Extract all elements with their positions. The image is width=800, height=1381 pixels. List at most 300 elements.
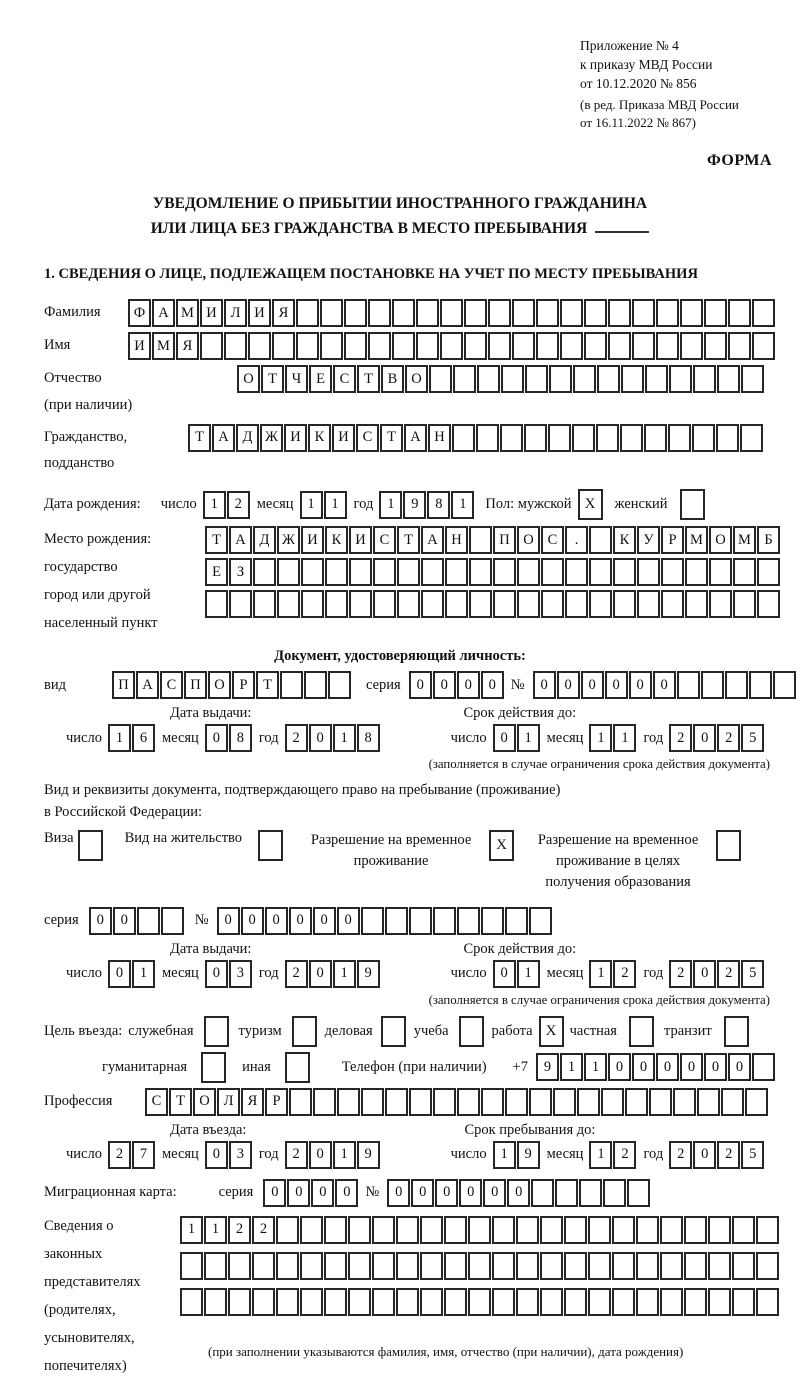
cell[interactable] [732,1288,755,1316]
cell[interactable] [313,1088,336,1116]
cell[interactable]: 1 [333,960,356,988]
cell[interactable]: 2 [108,1141,131,1169]
cell[interactable] [444,1216,467,1244]
cell[interactable]: 8 [357,724,380,752]
cell[interactable]: И [248,299,271,327]
cell[interactable] [348,1252,371,1280]
cell[interactable] [433,1088,456,1116]
cell[interactable] [457,1088,480,1116]
cell[interactable]: М [733,526,756,554]
cell[interactable]: 1 [589,960,612,988]
cell[interactable] [577,1088,600,1116]
cell[interactable]: 1 [108,724,131,752]
cell[interactable]: 2 [285,1141,308,1169]
cell[interactable]: 0 [205,960,228,988]
cell[interactable]: 0 [693,724,716,752]
permit-issue-month-cells[interactable] [205,960,253,988]
cell[interactable] [392,299,415,327]
cell[interactable] [137,907,160,935]
cell[interactable] [637,558,660,586]
cell[interactable]: 0 [581,671,604,699]
cell[interactable]: 6 [132,724,155,752]
cell[interactable]: 2 [227,491,250,519]
purpose-inaya-checkbox[interactable] [285,1052,310,1083]
cell[interactable] [409,907,432,935]
cell[interactable] [440,332,463,360]
cell[interactable] [684,1288,707,1316]
cell[interactable]: У [637,526,660,554]
cell[interactable] [579,1179,602,1207]
purpose-sluzhebnaya-checkbox[interactable] [204,1016,229,1047]
doc-valid-day-cells[interactable] [493,724,541,752]
cell[interactable] [773,671,796,699]
cell[interactable]: Я [241,1088,264,1116]
cell[interactable]: Ф [128,299,151,327]
permit-valid-year-cells[interactable] [669,960,765,988]
cell[interactable]: 0 [493,724,516,752]
cell[interactable]: А [152,299,175,327]
cell[interactable] [732,1216,755,1244]
cell[interactable]: 0 [533,671,556,699]
cell[interactable]: 1 [379,491,402,519]
cell[interactable] [416,299,439,327]
cell[interactable]: 3 [229,960,252,988]
cell[interactable]: 0 [481,671,504,699]
cell[interactable] [296,332,319,360]
cell[interactable] [680,299,703,327]
cell[interactable]: 8 [427,491,450,519]
cell[interactable] [300,1288,323,1316]
stay-month-cells[interactable] [589,1141,637,1169]
doc-issue-month-cells[interactable] [205,724,253,752]
cell[interactable] [200,332,223,360]
cell[interactable]: 0 [605,671,628,699]
cell[interactable] [325,558,348,586]
cell[interactable] [228,1252,251,1280]
cell[interactable]: Т [397,526,420,554]
doc-number-cells[interactable] [533,671,797,699]
cell[interactable]: Д [253,526,276,554]
cell[interactable] [673,1088,696,1116]
cell[interactable]: О [193,1088,216,1116]
cell[interactable] [565,558,588,586]
cell[interactable]: Л [224,299,247,327]
cell[interactable] [669,365,692,393]
cell[interactable] [716,424,739,452]
cell[interactable] [540,1216,563,1244]
cell[interactable] [685,590,708,618]
representatives-cells-row3[interactable] [180,1288,780,1316]
cell[interactable]: Т [169,1088,192,1116]
cell[interactable] [477,365,500,393]
sex-female-checkbox[interactable] [680,489,705,520]
cell[interactable] [733,558,756,586]
cell[interactable]: 1 [180,1216,203,1244]
cell[interactable]: 2 [717,1141,740,1169]
cell[interactable]: 0 [313,907,336,935]
cell[interactable]: Я [272,299,295,327]
migration-series-cells[interactable] [263,1179,359,1207]
temp-permit-edu-checkbox[interactable] [716,830,741,861]
cell[interactable]: 0 [309,1141,332,1169]
cell[interactable] [589,558,612,586]
cell[interactable]: 0 [89,907,112,935]
cell[interactable]: А [404,424,427,452]
cell[interactable]: 0 [704,1053,727,1081]
cell[interactable] [397,590,420,618]
migration-number-cells[interactable] [387,1179,651,1207]
cell[interactable] [468,1288,491,1316]
cell[interactable] [468,1216,491,1244]
cell[interactable] [301,558,324,586]
cell[interactable]: 9 [357,1141,380,1169]
purpose-turizm-checkbox[interactable] [292,1016,317,1047]
cell[interactable] [637,590,660,618]
cell[interactable]: 2 [285,724,308,752]
entry-day-cells[interactable] [108,1141,156,1169]
cell[interactable] [481,907,504,935]
cell[interactable] [396,1216,419,1244]
cell[interactable] [625,1088,648,1116]
cell[interactable]: М [152,332,175,360]
cell[interactable] [397,558,420,586]
cell[interactable] [337,1088,360,1116]
cell[interactable] [445,558,468,586]
birth-day-cells[interactable] [203,491,251,519]
cell[interactable] [693,365,716,393]
cell[interactable] [536,332,559,360]
cell[interactable]: Т [380,424,403,452]
cell[interactable]: 5 [741,724,764,752]
purpose-chastnaya-checkbox[interactable] [629,1016,654,1047]
cell[interactable] [612,1252,635,1280]
cell[interactable] [229,590,252,618]
cell[interactable] [280,671,303,699]
cell[interactable] [660,1216,683,1244]
cell[interactable] [488,299,511,327]
cell[interactable] [304,671,327,699]
cell[interactable] [324,1288,347,1316]
cell[interactable] [252,1252,275,1280]
visa-checkbox[interactable] [78,830,103,861]
cell[interactable]: Т [188,424,211,452]
cell[interactable]: Н [428,424,451,452]
cell[interactable] [745,1088,768,1116]
cell[interactable] [636,1216,659,1244]
permit-number-cells[interactable] [217,907,553,935]
cell[interactable] [325,590,348,618]
cell[interactable]: . [565,526,588,554]
cell[interactable]: К [325,526,348,554]
cell[interactable] [492,1252,515,1280]
cell[interactable]: 1 [613,724,636,752]
cell[interactable]: 2 [669,1141,692,1169]
cell[interactable]: 1 [584,1053,607,1081]
cell[interactable] [296,299,319,327]
profession-cells[interactable] [145,1088,769,1116]
cell[interactable] [440,299,463,327]
cell[interactable] [684,1216,707,1244]
cell[interactable] [560,299,583,327]
cell[interactable]: С [333,365,356,393]
cell[interactable]: 7 [132,1141,155,1169]
cell[interactable]: 0 [693,960,716,988]
purpose-delovaya-checkbox[interactable] [381,1016,406,1047]
cell[interactable] [469,526,492,554]
cell[interactable] [756,1288,779,1316]
cell[interactable] [612,1216,635,1244]
cell[interactable] [464,299,487,327]
cell[interactable]: 1 [324,491,347,519]
cell[interactable]: 1 [204,1216,227,1244]
cell[interactable]: А [421,526,444,554]
cell[interactable] [276,1216,299,1244]
cell[interactable] [531,1179,554,1207]
cell[interactable] [469,558,492,586]
cell[interactable]: 1 [333,724,356,752]
cell[interactable] [161,907,184,935]
cell[interactable] [420,1252,443,1280]
cell[interactable] [677,671,700,699]
permit-issue-day-cells[interactable] [108,960,156,988]
cell[interactable] [492,1216,515,1244]
cell[interactable]: 0 [287,1179,310,1207]
cell[interactable] [276,1288,299,1316]
cell[interactable] [349,558,372,586]
cell[interactable]: 0 [217,907,240,935]
cell[interactable]: М [176,299,199,327]
cell[interactable]: 0 [337,907,360,935]
cell[interactable] [597,365,620,393]
cell[interactable] [572,424,595,452]
cell[interactable] [564,1288,587,1316]
cell[interactable]: 0 [483,1179,506,1207]
citizenship-cells[interactable] [188,424,764,452]
cell[interactable]: 0 [335,1179,358,1207]
cell[interactable] [180,1288,203,1316]
cell[interactable]: 9 [517,1141,540,1169]
cell[interactable]: 2 [613,1141,636,1169]
sex-male-checkbox[interactable]: X [578,489,603,520]
cell[interactable] [697,1088,720,1116]
cell[interactable]: Е [309,365,332,393]
cell[interactable]: 3 [229,1141,252,1169]
cell[interactable] [529,1088,552,1116]
cell[interactable]: Р [661,526,684,554]
cell[interactable] [452,424,475,452]
cell[interactable] [733,590,756,618]
cell[interactable] [433,907,456,935]
cell[interactable] [632,299,655,327]
cell[interactable] [588,1252,611,1280]
cell[interactable] [644,424,667,452]
cell[interactable] [649,1088,672,1116]
cell[interactable] [725,671,748,699]
cell[interactable]: 2 [717,724,740,752]
cell[interactable]: 8 [229,724,252,752]
purpose-ucheba-checkbox[interactable] [459,1016,484,1047]
cell[interactable]: 0 [113,907,136,935]
cell[interactable]: 1 [300,491,323,519]
cell[interactable] [204,1252,227,1280]
cell[interactable] [645,365,668,393]
cell[interactable]: 0 [493,960,516,988]
cell[interactable]: 0 [608,1053,631,1081]
cell[interactable]: 9 [536,1053,559,1081]
cell[interactable] [469,590,492,618]
cell[interactable] [601,1088,624,1116]
cell[interactable] [752,299,775,327]
cell[interactable]: 1 [451,491,474,519]
cell[interactable] [276,1252,299,1280]
cell[interactable] [421,558,444,586]
cell[interactable] [524,424,547,452]
cell[interactable] [205,590,228,618]
cell[interactable] [540,1288,563,1316]
cell[interactable] [740,424,763,452]
cell[interactable]: 0 [653,671,676,699]
residence-permit-checkbox[interactable] [258,830,283,861]
permit-valid-day-cells[interactable] [493,960,541,988]
purpose-gumanitarnaya-checkbox[interactable] [201,1052,226,1083]
cell[interactable] [253,590,276,618]
cell[interactable] [756,1216,779,1244]
cell[interactable] [301,590,324,618]
cell[interactable] [573,365,596,393]
cell[interactable] [732,1252,755,1280]
cell[interactable]: П [184,671,207,699]
cell[interactable] [553,1088,576,1116]
cell[interactable] [525,365,548,393]
name-cells[interactable] [128,332,776,360]
cell[interactable] [661,590,684,618]
cell[interactable]: 2 [252,1216,275,1244]
cell[interactable] [444,1252,467,1280]
cell[interactable] [277,558,300,586]
cell[interactable] [453,365,476,393]
cell[interactable] [512,299,535,327]
cell[interactable]: Т [205,526,228,554]
cell[interactable]: 2 [669,960,692,988]
cell[interactable] [660,1288,683,1316]
doc-type-cells[interactable] [112,671,352,699]
permit-issue-year-cells[interactable] [285,960,381,988]
cell[interactable]: Б [757,526,780,554]
cell[interactable] [368,332,391,360]
cell[interactable] [613,558,636,586]
cell[interactable] [608,332,631,360]
cell[interactable] [488,332,511,360]
cell[interactable]: 0 [108,960,131,988]
cell[interactable] [492,1288,515,1316]
cell[interactable] [385,907,408,935]
cell[interactable]: 0 [557,671,580,699]
cell[interactable] [476,424,499,452]
cell[interactable] [555,1179,578,1207]
cell[interactable]: И [200,299,223,327]
cell[interactable] [565,590,588,618]
cell[interactable]: 1 [333,1141,356,1169]
cell[interactable] [584,332,607,360]
cell[interactable] [373,590,396,618]
cell[interactable]: К [613,526,636,554]
cell[interactable]: 0 [265,907,288,935]
cell[interactable] [749,671,772,699]
cell[interactable] [289,1088,312,1116]
cell[interactable]: О [237,365,260,393]
cell[interactable] [636,1252,659,1280]
cell[interactable] [368,299,391,327]
cell[interactable] [540,1252,563,1280]
cell[interactable] [372,1216,395,1244]
cell[interactable]: Л [217,1088,240,1116]
cell[interactable] [636,1288,659,1316]
cell[interactable] [445,590,468,618]
cell[interactable]: 0 [387,1179,410,1207]
purpose-tranzit-checkbox[interactable] [724,1016,749,1047]
cell[interactable] [549,365,572,393]
cell[interactable] [708,1252,731,1280]
cell[interactable]: А [212,424,235,452]
cell[interactable] [228,1288,251,1316]
cell[interactable] [444,1288,467,1316]
cell[interactable]: А [229,526,252,554]
cell[interactable]: И [301,526,324,554]
cell[interactable] [324,1216,347,1244]
cell[interactable] [344,332,367,360]
cell[interactable] [328,671,351,699]
cell[interactable]: 0 [632,1053,655,1081]
cell[interactable] [660,1252,683,1280]
cell[interactable]: Е [205,558,228,586]
cell[interactable]: 2 [717,960,740,988]
cell[interactable]: С [160,671,183,699]
cell[interactable] [541,590,564,618]
cell[interactable] [468,1252,491,1280]
cell[interactable]: 1 [132,960,155,988]
cell[interactable]: 5 [741,960,764,988]
cell[interactable] [752,1053,775,1081]
cell[interactable] [529,907,552,935]
cell[interactable] [661,558,684,586]
cell[interactable] [300,1216,323,1244]
cell[interactable]: З [229,558,252,586]
doc-issue-day-cells[interactable] [108,724,156,752]
cell[interactable]: Ч [285,365,308,393]
cell[interactable]: 0 [263,1179,286,1207]
cell[interactable]: Я [176,332,199,360]
cell[interactable] [420,1288,443,1316]
cell[interactable]: О [517,526,540,554]
cell[interactable]: О [709,526,732,554]
cell[interactable] [728,332,751,360]
cell[interactable]: С [356,424,379,452]
cell[interactable] [500,424,523,452]
cell[interactable]: 0 [728,1053,751,1081]
cell[interactable] [253,558,276,586]
cell[interactable] [708,1288,731,1316]
cell[interactable]: 1 [517,724,540,752]
cell[interactable] [409,1088,432,1116]
cell[interactable] [421,590,444,618]
cell[interactable]: 9 [357,960,380,988]
cell[interactable]: Д [236,424,259,452]
permit-valid-month-cells[interactable] [589,960,637,988]
cell[interactable]: 1 [560,1053,583,1081]
doc-valid-month-cells[interactable] [589,724,637,752]
cell[interactable]: И [284,424,307,452]
cell[interactable]: 0 [629,671,652,699]
